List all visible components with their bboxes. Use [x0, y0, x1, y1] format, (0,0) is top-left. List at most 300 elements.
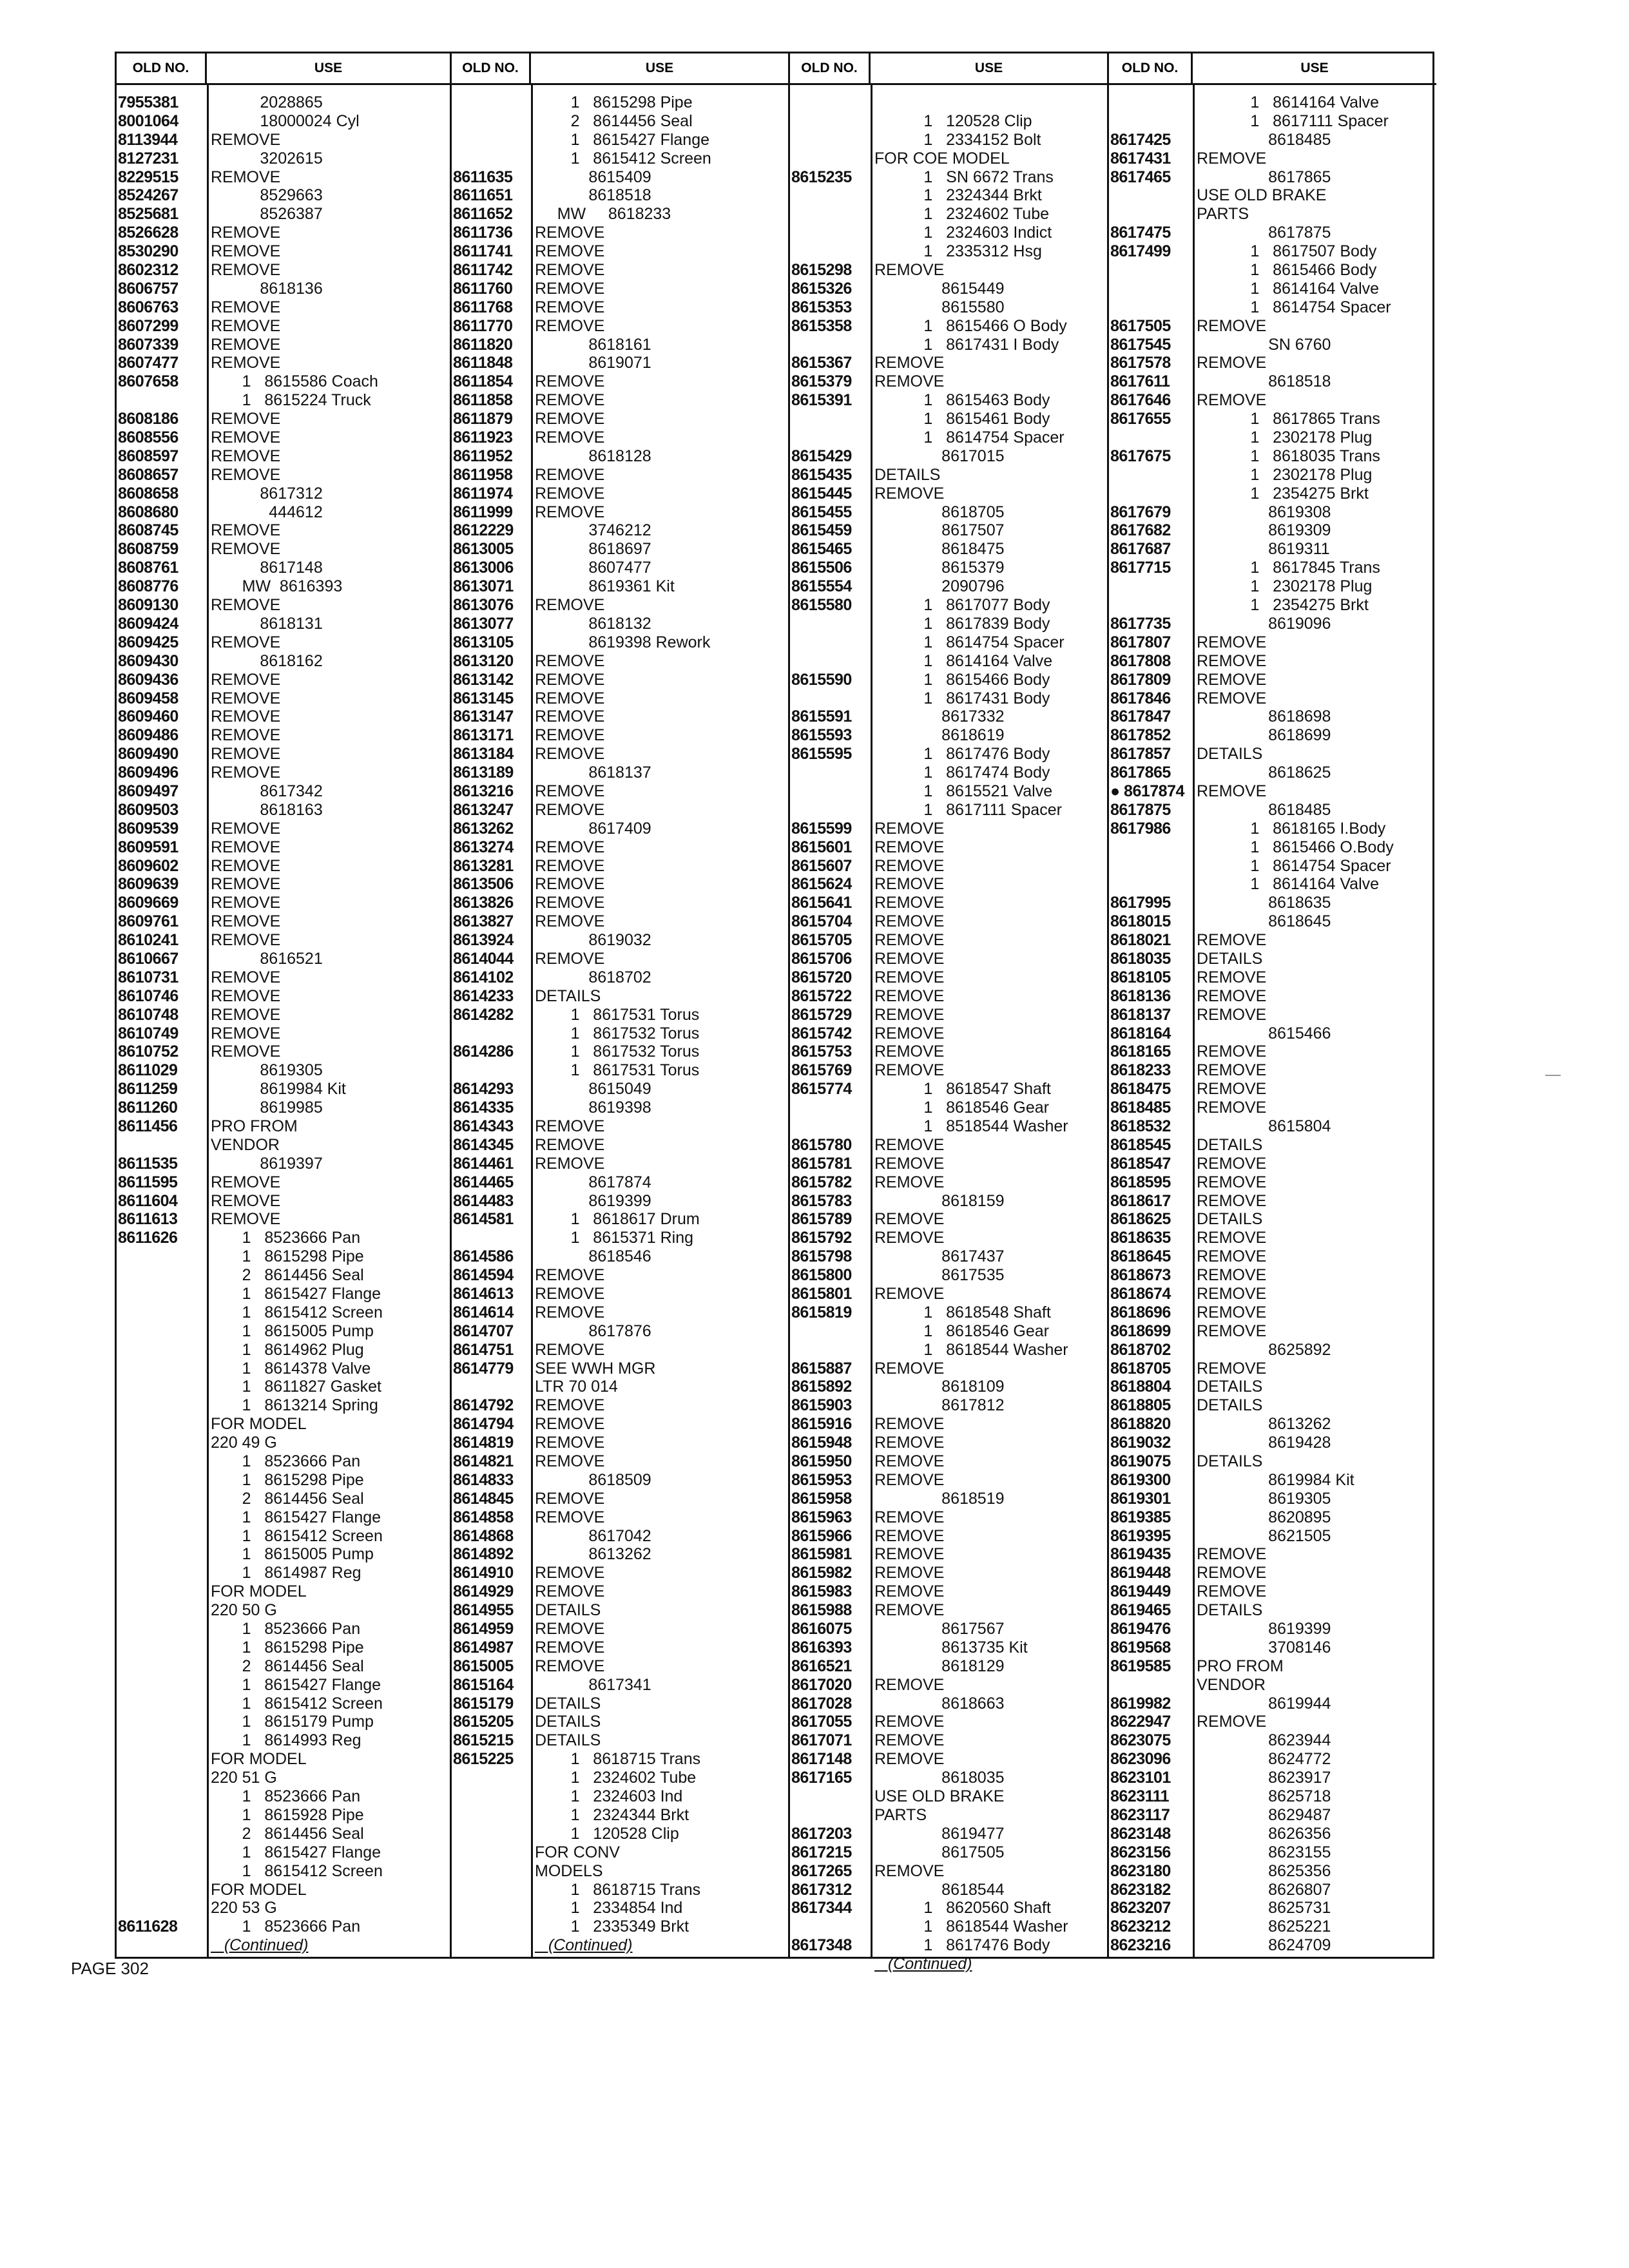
use-entry: 1 8618546 Gear: [874, 1321, 1049, 1340]
table-row: [1109, 559, 1436, 577]
old-number: 8615958: [791, 1489, 852, 1508]
use-entry: 8615466: [1197, 1024, 1331, 1043]
use-entry: 1 8617431 I Body: [874, 335, 1059, 354]
use-entry: REMOVE: [211, 875, 281, 894]
table-row: [1109, 782, 1436, 801]
table-row: [790, 764, 1107, 782]
table-row: [452, 1695, 788, 1713]
use-entry: 8619311: [1197, 540, 1330, 559]
old-number: 8617215: [791, 1843, 852, 1861]
use-entry: 2 8614456 Seal: [211, 1266, 364, 1285]
old-number: 8614892: [453, 1545, 514, 1564]
old-number: 8607477: [118, 354, 178, 372]
table-row: [1109, 1006, 1436, 1024]
table-row: [1109, 1936, 1436, 1955]
old-number: 8618035: [1110, 949, 1171, 968]
use-entry: 1 8617111 Spacer: [1197, 111, 1389, 130]
table-row: [790, 1639, 1107, 1657]
use-entry: 1 8518544 Washer: [874, 1117, 1068, 1135]
use-entry: 220 53 G: [211, 1899, 277, 1917]
use-entry: 8619399: [1197, 1620, 1331, 1639]
table-row: [117, 745, 450, 764]
table-row: [117, 1862, 450, 1881]
page-number: PAGE 302: [71, 1959, 149, 1978]
table-row: [117, 671, 450, 689]
old-number: 8614335: [453, 1099, 514, 1117]
use-entry: REMOVE: [211, 447, 281, 465]
table-row: [1109, 280, 1436, 298]
table-row: [790, 577, 1107, 596]
use-entry: 1 8615461 Body: [874, 410, 1050, 428]
table-row: [790, 224, 1107, 242]
old-number: 7955381: [118, 93, 178, 111]
use-entry: 8618132: [535, 614, 651, 633]
table-row: [117, 912, 450, 931]
use-entry: 1 8617531 Torus: [535, 1005, 700, 1024]
old-number: 8617165: [791, 1769, 852, 1787]
use-entry: REMOVE: [535, 410, 605, 428]
use-entry: 8619096: [1197, 614, 1331, 633]
table-row: [117, 764, 450, 782]
table-row: [452, 1917, 788, 1936]
use-entry: REMOVE: [535, 1452, 605, 1471]
use-entry: 8624709: [1197, 1936, 1331, 1955]
use-entry: SEE WWH MGR: [535, 1359, 656, 1378]
table-row: [117, 1471, 450, 1490]
use-entry: DETAILS: [535, 986, 601, 1005]
use-entry: DETAILS: [1197, 1135, 1263, 1154]
old-number: 8618673: [1110, 1266, 1171, 1285]
old-number: 8614794: [453, 1415, 514, 1434]
use-entry: 8615580: [874, 298, 1005, 316]
table-row: [452, 336, 788, 354]
old-number: 8617465: [1110, 168, 1171, 186]
use-entry: 8619071: [535, 354, 651, 372]
table-row: [1109, 1657, 1436, 1676]
old-number: 8614102: [453, 968, 514, 986]
old-number: 8612229: [453, 521, 514, 540]
old-number: 8611768: [453, 298, 513, 316]
use-entry: USE OLD BRAKE: [874, 1787, 1005, 1806]
table-row: [1109, 1285, 1436, 1303]
use-entry: 8619428: [1197, 1434, 1331, 1452]
old-number: 8609458: [118, 689, 178, 707]
use-entry: REMOVE: [1197, 968, 1267, 986]
use-entry: 8617332: [874, 707, 1005, 726]
table-row: [1109, 615, 1436, 633]
use-entry: 1 8523666 Pan: [211, 1917, 361, 1936]
table-row: [790, 1452, 1107, 1471]
old-number: 8614586: [453, 1247, 514, 1266]
table-row: [117, 1322, 450, 1341]
old-number: 8614707: [453, 1321, 514, 1340]
table-row: [452, 838, 788, 857]
old-number: 8614594: [453, 1266, 514, 1285]
table-row: [1109, 1378, 1436, 1396]
old-number: 8618475: [1110, 1080, 1171, 1099]
table-row: [452, 1341, 788, 1360]
table-row: [452, 1360, 788, 1378]
old-number: 8618696: [1110, 1303, 1171, 1321]
old-number: 8619075: [1110, 1452, 1171, 1471]
use-entry: 1 8615427 Flange: [211, 1843, 381, 1861]
table-row: [790, 1899, 1107, 1917]
table-row: [117, 1024, 450, 1043]
use-entry: LTR 70 014: [535, 1378, 618, 1396]
table-row: [1109, 540, 1436, 559]
old-number: 8617265: [791, 1861, 852, 1880]
use-entry: REMOVE: [1197, 1266, 1267, 1285]
use-entry: REMOVE: [1197, 1321, 1267, 1340]
use-entry: 8613735 Kit: [874, 1638, 1028, 1657]
use-entry: 1 SN 6672 Trans: [874, 168, 1054, 186]
old-number: 8610748: [118, 1005, 178, 1024]
table-row: [790, 707, 1107, 726]
table-row: [790, 745, 1107, 764]
old-number: 8617675: [1110, 447, 1171, 465]
old-number: 8615164: [453, 1675, 514, 1694]
old-number: 8615353: [791, 298, 852, 316]
old-number: 8602312: [118, 261, 178, 280]
use-entry: 8619305: [211, 1061, 323, 1080]
table-row: [117, 1285, 450, 1303]
use-entry: REMOVE: [535, 372, 605, 391]
use-entry: 1 8617532 Torus: [535, 1043, 700, 1061]
old-number: 8615326: [791, 279, 852, 298]
column-1: [117, 53, 452, 1957]
use-entry: REMOVE: [874, 372, 945, 391]
use-entry: 1 8615412 Screen: [535, 149, 711, 168]
old-number: 8617312: [791, 1880, 852, 1899]
old-number: ● 8617874: [1110, 782, 1184, 800]
table-row: [117, 354, 450, 372]
use-entry: 8617148: [211, 559, 323, 577]
old-number: 8611820: [453, 335, 513, 354]
use-entry: 1 8611827 Gasket: [211, 1378, 381, 1396]
use-entry: REMOVE: [1197, 1173, 1267, 1191]
table-row: [790, 485, 1107, 503]
header-old-no: OLD NO.: [452, 53, 531, 83]
use-entry: 1 8614993 Reg: [211, 1731, 361, 1750]
table-row: [117, 1676, 450, 1695]
use-entry: PRO FROM: [211, 1117, 298, 1135]
old-number: 8623180: [1110, 1861, 1171, 1880]
table-row: [1109, 1881, 1436, 1899]
old-number: 8001064: [118, 111, 178, 130]
old-number: 8615367: [791, 354, 852, 372]
use-entry: REMOVE: [535, 670, 605, 689]
old-number: 8613274: [453, 838, 514, 856]
use-entry: 8621505: [1197, 1526, 1331, 1545]
old-number: 8614858: [453, 1508, 514, 1526]
table-row: [117, 1731, 450, 1750]
table-row: [452, 1396, 788, 1415]
use-entry: REMOVE: [211, 465, 281, 484]
table-row: [117, 261, 450, 280]
use-entry: 8615449: [874, 279, 1005, 298]
old-number: 8609669: [118, 894, 178, 912]
table-row: [117, 428, 450, 447]
use-entry: PARTS: [874, 1805, 927, 1824]
table-row: [452, 745, 788, 764]
table-row: [1109, 485, 1436, 503]
old-number: 8615781: [791, 1154, 852, 1173]
old-number: 8617687: [1110, 540, 1171, 559]
use-entry: 8619985: [211, 1099, 323, 1117]
table-row: [1109, 1695, 1436, 1713]
table-row: [452, 820, 788, 838]
use-entry: 8618697: [535, 540, 651, 559]
table-row: [790, 317, 1107, 336]
table-row: [790, 950, 1107, 968]
use-entry: REMOVE: [874, 261, 945, 280]
old-number: 8618702: [1110, 1340, 1171, 1359]
table-row: [117, 707, 450, 726]
table-row: [452, 168, 788, 187]
use-entry: (Continued): [874, 1955, 972, 1974]
use-entry: 1 8618548 Shaft: [874, 1303, 1051, 1321]
old-number: 8614845: [453, 1489, 514, 1508]
old-number: 8615445: [791, 484, 852, 503]
table-row: [452, 1862, 788, 1881]
table-row: [452, 1713, 788, 1731]
old-number: 8615769: [791, 1061, 852, 1080]
table-row: [452, 1527, 788, 1546]
table-row: [790, 93, 1107, 112]
use-entry: 8618635: [1197, 894, 1331, 912]
use-entry: 1 2334854 Ind: [535, 1899, 683, 1917]
old-number: 8613262: [453, 819, 514, 838]
table-row: [790, 503, 1107, 522]
table-row: [790, 1080, 1107, 1099]
table-row: [452, 1787, 788, 1806]
use-entry: REMOVE: [211, 633, 281, 651]
table-row: [1109, 1155, 1436, 1173]
table-row: [452, 1378, 788, 1396]
table-row: [1109, 1229, 1436, 1247]
table-row: [790, 857, 1107, 876]
use-entry: 1 8620560 Shaft: [874, 1899, 1051, 1917]
old-number: 8607658: [118, 372, 178, 391]
old-number: 8619585: [1110, 1657, 1171, 1675]
table-row: [117, 1490, 450, 1508]
old-number: 8613189: [453, 764, 514, 782]
use-entry: 1 8617507 Body: [1197, 242, 1377, 261]
table-row: [1109, 131, 1436, 149]
table-row: [1109, 1787, 1436, 1806]
use-entry: 1 8618544 Washer: [874, 1917, 1068, 1936]
table-row: [117, 1006, 450, 1024]
use-entry: 8618137: [535, 764, 651, 782]
old-number: 8617679: [1110, 503, 1171, 521]
old-number: 8609539: [118, 819, 178, 838]
table-row: [1109, 1825, 1436, 1843]
rows: [117, 93, 450, 1955]
table-row: [452, 224, 788, 242]
old-number: 8614819: [453, 1434, 514, 1452]
use-entry: 8629487: [1197, 1805, 1331, 1824]
use-entry: 8619984 Kit: [1197, 1470, 1354, 1489]
table-row: [790, 1881, 1107, 1899]
table-row: [117, 596, 450, 615]
old-number: 8617499: [1110, 242, 1171, 261]
old-number: 8617611: [1110, 372, 1170, 391]
use-entry: FOR MODEL: [211, 1750, 307, 1769]
header-old-no: OLD NO.: [1109, 53, 1193, 83]
old-number: 8617646: [1110, 391, 1171, 410]
table-row: [452, 1843, 788, 1862]
header-old-no: OLD NO.: [790, 53, 871, 83]
old-number: 8611879: [453, 410, 513, 428]
old-number: 8618625: [1110, 1210, 1171, 1229]
use-entry: REMOVE: [535, 1564, 605, 1582]
table-row: [452, 633, 788, 652]
table-row: [452, 298, 788, 317]
table-row: [1109, 428, 1436, 447]
table-row: [1109, 1396, 1436, 1415]
old-number: 8615595: [791, 745, 852, 764]
use-entry: 1 2354275 Brkt: [1197, 596, 1369, 615]
table-row: [452, 280, 788, 298]
old-number: 8610746: [118, 986, 178, 1005]
table-row: [790, 1192, 1107, 1211]
use-entry: REMOVE: [874, 856, 945, 875]
use-entry: REMOVE: [874, 1601, 945, 1620]
use-entry: 1 8615427 Flange: [211, 1285, 381, 1303]
table-row: [1109, 1676, 1436, 1695]
old-number: 8609602: [118, 856, 178, 875]
old-number: 8613147: [453, 707, 514, 726]
table-row: [117, 298, 450, 317]
use-entry: REMOVE: [1197, 931, 1267, 950]
old-number: 8610667: [118, 949, 178, 968]
use-entry: REMOVE: [1197, 1080, 1267, 1099]
use-entry: 8617507: [874, 521, 1005, 540]
table-row: [452, 1545, 788, 1564]
column-2: [452, 53, 790, 1957]
table-row: [1109, 894, 1436, 912]
use-entry: REMOVE: [535, 596, 605, 615]
use-entry: 8617042: [535, 1526, 651, 1545]
old-number: 8615819: [791, 1303, 852, 1321]
use-entry: REMOVE: [874, 1564, 945, 1582]
table-row: [117, 485, 450, 503]
table-row: [790, 1843, 1107, 1862]
table-row: [452, 1471, 788, 1490]
table-row: [117, 1527, 450, 1546]
table-row: [790, 410, 1107, 428]
use-entry: REMOVE: [1197, 1043, 1267, 1061]
old-number: 8615782: [791, 1173, 852, 1191]
table-row: [117, 1881, 450, 1899]
table-row: [790, 726, 1107, 745]
use-entry: 8618131: [211, 614, 323, 633]
use-entry: REMOVE: [874, 931, 945, 950]
old-number: 8615435: [791, 465, 852, 484]
use-entry: 1 8615371 Ring: [535, 1229, 693, 1247]
table-row: [452, 782, 788, 801]
table-row: [1109, 354, 1436, 372]
table-row: [117, 1899, 450, 1917]
use-entry: REMOVE: [874, 484, 945, 503]
old-number: 8611760: [453, 279, 513, 298]
old-number: 8617475: [1110, 224, 1171, 242]
old-number: 8609460: [118, 707, 178, 726]
table-row: [1109, 261, 1436, 280]
old-number: 8526628: [118, 224, 178, 242]
table-row: [1109, 1099, 1436, 1117]
old-number: 8609497: [118, 782, 178, 800]
use-entry: 8625221: [1197, 1917, 1331, 1936]
table-row: [1109, 466, 1436, 485]
old-number: 8611854: [453, 372, 513, 391]
old-number: 8611635: [453, 168, 513, 186]
table-row: [452, 894, 788, 912]
table-row: [790, 1713, 1107, 1731]
old-number: 8617986: [1110, 819, 1171, 838]
use-entry: FOR MODEL: [211, 1415, 307, 1434]
table-row: [790, 596, 1107, 615]
use-entry: 8619397: [211, 1154, 323, 1173]
table-row: [1109, 317, 1436, 336]
old-number: 8617715: [1110, 559, 1171, 577]
use-entry: REMOVE: [211, 856, 281, 875]
use-entry: 8618128: [535, 447, 651, 465]
use-entry: 1 8615427 Flange: [535, 130, 710, 149]
old-number: 8615225: [453, 1750, 514, 1769]
table-row: [790, 354, 1107, 372]
use-entry: 1 8618715 Trans: [535, 1880, 701, 1899]
old-number: 8623207: [1110, 1899, 1171, 1917]
use-entry: (Continued): [535, 1936, 633, 1955]
table-row: [1109, 1043, 1436, 1061]
table-row: [790, 1099, 1107, 1117]
table-row: [117, 242, 450, 261]
table-row: [117, 968, 450, 987]
old-number: 8618547: [1110, 1154, 1171, 1173]
old-number: 8608776: [118, 577, 178, 596]
use-entry: REMOVE: [1197, 670, 1267, 689]
old-number: 8611858: [453, 391, 513, 410]
use-entry: REMOVE: [1197, 633, 1267, 651]
use-entry: REMOVE: [535, 465, 605, 484]
table-row: [452, 1769, 788, 1787]
table-row: [452, 689, 788, 708]
table-row: [452, 1881, 788, 1899]
table-row: [452, 1080, 788, 1099]
old-number: 8608680: [118, 503, 178, 521]
table-row: [790, 336, 1107, 354]
old-number: 8615892: [791, 1378, 852, 1396]
table-row: [452, 1434, 788, 1452]
table-row: [1109, 1713, 1436, 1731]
use-entry: 1 8615005 Pump: [211, 1545, 374, 1564]
old-number: 8618820: [1110, 1415, 1171, 1434]
old-number: 8610731: [118, 968, 178, 986]
table-row: [452, 261, 788, 280]
table-row: [452, 149, 788, 168]
old-number: 8611456: [118, 1117, 178, 1135]
use-entry: REMOVE: [1197, 1191, 1267, 1210]
old-number: 8614792: [453, 1396, 514, 1415]
use-entry: REMOVE: [874, 1861, 945, 1880]
use-entry: 8617015: [874, 447, 1005, 465]
use-entry: 8618698: [1197, 707, 1331, 726]
old-number: 8613506: [453, 875, 514, 894]
table-row: [1109, 1769, 1436, 1787]
table-row: [452, 1750, 788, 1769]
use-entry: 8618129: [874, 1657, 1005, 1675]
